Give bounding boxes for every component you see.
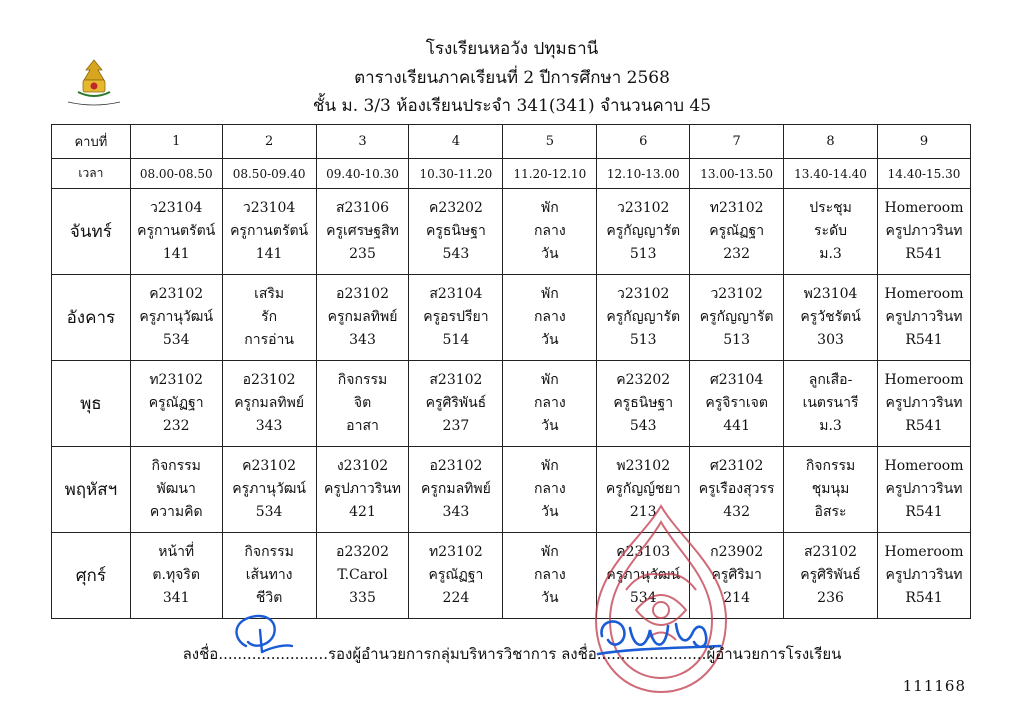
room-number: 341 [162, 590, 190, 606]
class-cell [690, 275, 784, 361]
teacher-name: ครูกมลทิพย์ [327, 309, 398, 325]
teacher-name: ครูเศรษฐสิท [326, 223, 399, 239]
class-info: ชั้น ม. 3/3 ห้องเรียนประจำ 341(341) จำนวนคาบ 45 [312, 96, 712, 116]
subject-code: กิจกรรม [337, 372, 388, 388]
room-number: R541 [905, 504, 943, 520]
subject-code: ว23104 [150, 200, 203, 216]
room-number: 513 [629, 332, 657, 348]
class-cell [878, 189, 971, 275]
class-cell [784, 275, 878, 361]
class-cell [597, 275, 690, 361]
room-number: 235 [349, 246, 376, 262]
subject-code: ว23102 [617, 286, 670, 302]
subject-code: หน้าที่ [158, 544, 195, 560]
period-number: 1 [130, 125, 222, 159]
room-number: การอ่าน [244, 332, 294, 348]
subject-code: กิจกรรม [151, 458, 201, 474]
subject-code: พัก [540, 458, 559, 474]
subject-code: ค23202 [616, 372, 671, 388]
room-number: วัน [541, 246, 559, 262]
subject-code: พัก [540, 200, 559, 216]
subject-code: ท23102 [709, 200, 764, 216]
class-cell [597, 189, 690, 275]
teacher-name: รัก [261, 309, 278, 325]
room-number: 513 [723, 332, 750, 348]
teacher-name: กลาง [533, 481, 566, 497]
room-number: 232 [162, 418, 190, 434]
subject-code: อ23102 [336, 286, 389, 302]
subject-code: ส23106 [335, 200, 390, 216]
period-number: 2 [222, 125, 316, 159]
teacher-name: ครูศิริพันธ์ [425, 395, 487, 411]
subject-code: พ23102 [616, 458, 671, 474]
class-cell [130, 447, 222, 533]
class-cell [316, 275, 409, 361]
subject-code: ท23102 [149, 372, 204, 388]
class-cell [784, 447, 878, 533]
period-number: 4 [409, 125, 503, 159]
teacher-name: ครูกานตรัตน์ [137, 223, 216, 239]
room-number: วัน [541, 332, 559, 348]
period-number: 9 [878, 125, 971, 159]
time-slot: 08.00-08.50 [130, 159, 222, 189]
signature-line: ลงชื่อ.......................รองผู้อำนวยการกลุ่มบริหารวิชาการ ลงชื่อ.......................ผู้อำนวยการโรงเรียน [182, 645, 842, 663]
time-slot: 13.40-14.40 [784, 159, 878, 189]
room-number: 534 [255, 504, 283, 520]
teacher-name: ครูธนิษฐา [613, 395, 674, 411]
class-cell [222, 447, 316, 533]
subject-code: ง23102 [336, 458, 389, 474]
teacher-name: ครูณัฏฐา [709, 223, 765, 239]
time-slot: 11.20-12.10 [503, 159, 597, 189]
subject-code: เสริม [254, 286, 285, 302]
teacher-name: ครูภานุวัฒน์ [232, 481, 306, 497]
subject-code: ศ23104 [709, 372, 764, 388]
teacher-name: ครูปภาวรินท [885, 567, 963, 583]
room-number: ความคิด [149, 504, 203, 520]
class-cell [784, 189, 878, 275]
subject-code: Homeroom [884, 544, 964, 560]
teacher-name: ครูเรืองสุวรร [698, 481, 775, 497]
teacher-name: เนตรนารี [802, 395, 859, 411]
teacher-name: ต.ทุจริต [152, 567, 200, 583]
class-cell [878, 361, 971, 447]
subject-code: อ23102 [242, 372, 296, 388]
class-cell [690, 361, 784, 447]
subject-code: Homeroom [884, 200, 964, 216]
subject-code: ลูกเสือ- [808, 372, 853, 388]
room-number: R541 [905, 246, 943, 262]
schedule-title: ตารางเรียนภาคเรียนที่ 2 ปีการศึกษา 2568 [354, 68, 670, 88]
time-label: เวลา [52, 159, 131, 189]
day-row [52, 447, 971, 533]
subject-code: ส23104 [429, 286, 483, 302]
room-number: R541 [905, 590, 943, 606]
room-number: 432 [723, 504, 750, 520]
room-number: อาสา [346, 418, 379, 434]
teacher-name: กลาง [533, 223, 566, 239]
teacher-name: ครูปภาวรินท [885, 223, 963, 239]
teacher-name: ครูจิราเจต [705, 395, 768, 411]
school-name: โรงเรียนหอวัง ปทุมธานี [425, 39, 599, 59]
day-row [52, 189, 971, 275]
day-row [52, 361, 971, 447]
class-cell [503, 275, 597, 361]
class-cell [222, 275, 316, 361]
class-cell [503, 533, 597, 619]
room-number: 343 [349, 332, 376, 348]
room-number: 534 [162, 332, 190, 348]
time-slot: 10.30-11.20 [409, 159, 503, 189]
room-number: ม.3 [819, 246, 842, 262]
class-cell [690, 189, 784, 275]
room-number: อิสระ [814, 504, 847, 520]
subject-code: Homeroom [884, 458, 964, 474]
teacher-name: ครูณัฏฐา [148, 395, 204, 411]
class-cell [784, 533, 878, 619]
time-slot: 13.00-13.50 [690, 159, 784, 189]
class-cell [130, 189, 222, 275]
teacher-name: ครูภานุวัฒน์ [139, 309, 214, 325]
teacher-name: ระดับ [814, 223, 848, 239]
subject-code: พัก [540, 286, 559, 302]
teacher-name: กลาง [533, 309, 566, 325]
room-number: R541 [905, 332, 943, 348]
class-cell [597, 361, 690, 447]
room-number: 214 [723, 590, 750, 606]
subject-code: Homeroom [884, 286, 964, 302]
teacher-name: กลาง [533, 395, 566, 411]
class-cell [130, 361, 222, 447]
teacher-name: ครูกมลทิพย์ [234, 395, 305, 411]
period-number: 3 [316, 125, 409, 159]
room-number: วัน [541, 418, 559, 434]
class-cell [409, 361, 503, 447]
room-number: 343 [442, 504, 470, 520]
room-number: 343 [255, 418, 283, 434]
room-number: 543 [629, 418, 657, 434]
day-name: จันทร์ [52, 189, 131, 275]
teacher-name: ครูกัญญ์ชยา [605, 481, 681, 497]
day-row [52, 275, 971, 361]
subject-code: พัก [540, 372, 559, 388]
subject-code: พัก [540, 544, 559, 560]
day-name: พุธ [52, 361, 131, 447]
class-cell [222, 361, 316, 447]
room-number: 213 [629, 504, 657, 520]
subject-code: ก23902 [710, 544, 764, 560]
subject-code: ส23102 [429, 372, 483, 388]
class-cell [503, 189, 597, 275]
room-number: ชีวิต [255, 590, 283, 606]
day-name: ศุกร์ [52, 533, 131, 619]
room-number: 141 [255, 246, 283, 262]
subject-code: ว23102 [710, 286, 763, 302]
subject-code: ค23102 [242, 458, 297, 474]
room-number: 543 [442, 246, 470, 262]
day-name: พฤหัสฯ [52, 447, 131, 533]
timetable [51, 124, 971, 619]
time-slot: 14.40-15.30 [878, 159, 971, 189]
subject-code: ว23102 [617, 200, 670, 216]
subject-code: ประชุม [809, 200, 852, 216]
teacher-name: ครูกมลทิพย์ [421, 481, 491, 497]
class-cell [316, 189, 409, 275]
subject-code: ว23104 [242, 200, 296, 216]
subject-code: Homeroom [884, 372, 964, 388]
day-row [52, 533, 971, 619]
subject-code: กิจกรรม [805, 458, 856, 474]
document-code: 111168 [902, 677, 966, 695]
school-stamp-icon [586, 500, 736, 700]
room-number: R541 [905, 418, 943, 434]
room-number: ม.3 [819, 418, 842, 434]
teacher-name: ครูปภาวรินท [885, 481, 963, 497]
room-number: 303 [817, 332, 844, 348]
class-cell [316, 361, 409, 447]
subject-code: พ23104 [803, 286, 858, 302]
subject-code: ศ23102 [709, 458, 764, 474]
teacher-name: ครูวัชรัตน์ [800, 309, 861, 325]
subject-code: อ23202 [336, 544, 389, 560]
teacher-name: ครูปภาวรินท [323, 481, 402, 497]
class-cell [316, 447, 409, 533]
room-number: 232 [723, 246, 750, 262]
teacher-name: ครูธนิษฐา [426, 223, 486, 239]
teacher-name: กลาง [533, 567, 566, 583]
room-number: วัน [541, 504, 559, 520]
teacher-name: ครูกัญญารัต [699, 309, 774, 325]
teacher-name: ครูศิริพันธ์ [800, 567, 861, 583]
subject-code: ส23102 [804, 544, 858, 560]
teacher-name: ชุมนุม [811, 481, 850, 497]
teacher-name: พัฒนา [156, 481, 196, 497]
room-number: 141 [162, 246, 190, 262]
teacher-name: ครูปภาวรินท [885, 309, 963, 325]
teacher-name: ครูศิริมา [711, 567, 762, 583]
time-slot: 09.40-10.30 [316, 159, 409, 189]
subject-code: ค23102 [149, 286, 204, 302]
class-cell [503, 447, 597, 533]
class-cell [222, 189, 316, 275]
class-cell [130, 533, 222, 619]
teacher-name: ครูกานตรัตน์ [230, 223, 309, 239]
day-name: อังคาร [52, 275, 131, 361]
class-cell [878, 275, 971, 361]
room-number: 513 [629, 246, 657, 262]
teacher-name: ครูภานุวัฒน์ [606, 567, 681, 583]
room-number: 236 [817, 590, 844, 606]
room-number: 421 [349, 504, 376, 520]
room-number: 237 [442, 418, 470, 434]
room-number: 441 [723, 418, 750, 434]
period-header-row [52, 125, 971, 159]
class-cell [409, 533, 503, 619]
class-cell [409, 447, 503, 533]
class-cell [409, 275, 503, 361]
room-number: 514 [442, 332, 470, 348]
time-slot: 12.10-13.00 [597, 159, 690, 189]
subject-code: ค23103 [616, 544, 671, 560]
room-number: 224 [442, 590, 470, 606]
class-cell [503, 361, 597, 447]
teacher-name: T.Carol [337, 567, 388, 583]
subject-code: ท23102 [429, 544, 483, 560]
teacher-name: ครูณัฏฐา [428, 567, 484, 583]
time-row [52, 159, 971, 189]
period-number: 6 [597, 125, 690, 159]
time-slot: 08.50-09.40 [222, 159, 316, 189]
room-number: 534 [629, 590, 657, 606]
teacher-name: ครูปภาวรินท [885, 395, 963, 411]
class-cell [130, 275, 222, 361]
period-number: 5 [503, 125, 597, 159]
period-label: คาบที่ [52, 125, 131, 159]
class-cell [878, 533, 971, 619]
class-cell [316, 533, 409, 619]
room-number: วัน [541, 590, 559, 606]
teacher-name: ครูอรปรียา [423, 309, 489, 325]
subject-code: อ23102 [429, 458, 483, 474]
period-number: 7 [690, 125, 784, 159]
class-cell [409, 189, 503, 275]
teacher-name: เส้นทาง [245, 567, 293, 583]
teacher-name: ครูกัญญารัต [606, 309, 681, 325]
period-number: 8 [784, 125, 878, 159]
class-cell [784, 361, 878, 447]
teacher-name: จิต [353, 395, 372, 411]
teacher-name: ครูกัญญารัต [606, 223, 681, 239]
subject-code: ค23202 [428, 200, 483, 216]
room-number: 335 [349, 590, 376, 606]
class-cell [878, 447, 971, 533]
subject-code: กิจกรรม [244, 544, 294, 560]
